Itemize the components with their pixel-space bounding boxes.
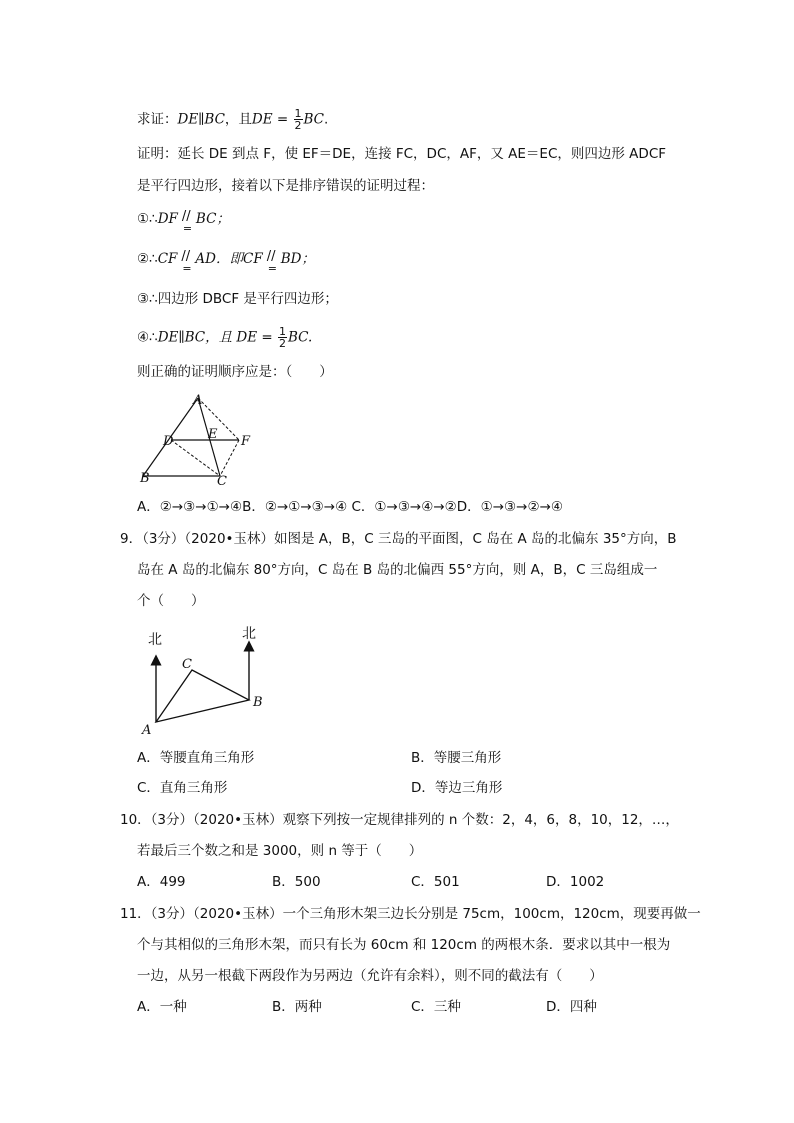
label-e: E: [208, 427, 218, 442]
north-label-1: 北: [148, 632, 162, 648]
fraction-numerator: 1: [294, 107, 302, 120]
label-f: F: [241, 434, 251, 449]
step-1: [137, 209, 230, 235]
half-fraction: [278, 326, 287, 349]
step-1-bc: BC；: [195, 211, 230, 227]
proof-line-2: 是平行四边形，接着以下是排序错误的证明过程：: [137, 178, 434, 194]
question-9-line-1: 9．（3分）（2020•玉林）如图是 A，B，C 三岛的平面图，C 岛在 A 岛的北偏东 35°方向，B: [120, 531, 677, 547]
parallel-equal-icon: // =: [181, 249, 192, 275]
prove-and: ，且: [224, 111, 252, 128]
period: .: [324, 111, 329, 128]
label-c: C: [182, 657, 192, 672]
parallel-equal-icon: // =: [266, 249, 277, 275]
eq-sign: =: [272, 111, 293, 128]
question-9-option-d: D．等边三角形: [411, 780, 503, 796]
label-a: A: [142, 723, 152, 738]
question-10-option-d: D．1002: [546, 874, 605, 890]
label-c: C: [217, 474, 227, 488]
question-11-line-3: 一边，从另一根截下两段作为另两边（允许有余料），则不同的截法有（ ）: [137, 968, 603, 984]
prove-statement: [137, 108, 328, 131]
step-4: [137, 326, 312, 349]
question-10-option-c: C．501: [411, 874, 460, 890]
question-8-options: A．②→③→①→④B．②→①→③→④ C．①→③→④→②D．①→③→②→④: [137, 499, 563, 515]
question-9-option-a: A．等腰直角三角形: [137, 750, 255, 766]
label-d: D: [163, 434, 174, 449]
question-10-option-b: B．500: [272, 874, 321, 890]
north-label-2: 北: [242, 626, 256, 642]
question-9-line-2: 岛在 A 岛的北偏东 80°方向，C 岛在 B 岛的北偏西 55°方向，则 A，B，C 三岛组成一: [137, 562, 658, 578]
step-3: ③∴四边形 DBCF 是平行四边形；: [137, 291, 338, 307]
islands-figure: [137, 620, 277, 740]
step-2-bd: BD；: [280, 251, 315, 267]
parallelogram-figure: [135, 388, 265, 488]
question-11-option-a: A．一种: [137, 999, 187, 1015]
question-11-option-b: B．两种: [272, 999, 322, 1015]
step-2-cf: CF: [157, 251, 178, 267]
question-11-option-d: D．四种: [546, 999, 597, 1015]
question-10-line-2: 若最后三个数之和是 3000，则 n 等于（ ）: [137, 843, 423, 859]
label-b: B: [253, 695, 263, 710]
label-a: A: [193, 393, 203, 408]
question-11-option-c: C．三种: [411, 999, 461, 1015]
step-4-number: ④∴: [137, 329, 158, 346]
question-10-option-a: A．499: [137, 874, 186, 890]
step-1-number: ①∴: [137, 211, 158, 227]
parallel-equal-icon: // =: [181, 209, 193, 235]
eq-sign: =: [257, 329, 277, 346]
question-9-option-c: C．直角三角形: [137, 780, 228, 796]
fraction-numerator: 1: [279, 325, 286, 338]
step-2-number: ②∴: [137, 251, 158, 267]
proof-line-1: 证明：延长 DE 到点 F，使 EF＝DE，连接 FC，DC，AF，又 AE＝EC，则四边形 ADCF: [137, 146, 667, 162]
prove-parallel: DE∥BC: [177, 111, 225, 128]
step-4-bc: BC.: [288, 329, 313, 346]
question-9-option-b: B．等腰三角形: [411, 750, 502, 766]
fraction-denominator: 2: [279, 337, 286, 350]
label-b: B: [140, 471, 150, 486]
prove-bc: BC: [303, 111, 325, 128]
step-2-ad: AD．即: [195, 251, 243, 267]
half-fraction: [294, 108, 303, 131]
question-11-line-1: 11．（3分）（2020•玉林）一个三角形木架三边长分别是 75cm，100cm，120cm，现要再做一: [120, 906, 701, 922]
step-4-text: DE∥BC，且 DE: [157, 329, 258, 346]
prove-prefix: 求证：: [137, 111, 178, 128]
step-2: [137, 249, 315, 275]
fraction-denominator: 2: [294, 119, 302, 132]
question-9-line-3: 个（ ）: [137, 593, 205, 609]
prove-de: DE: [251, 111, 273, 128]
question-10-line-1: 10．（3分）（2020•玉林）观察下列按一定规律排列的 n 个数：2，4，6，8，10，12，…，: [120, 812, 679, 828]
question-11-line-2: 个与其相似的三角形木架，而只有长为 60cm 和 120cm 的两根木条．要求以其中一根为: [137, 937, 671, 953]
step-2-cf2: CF: [242, 251, 263, 267]
step-1-df: DF: [157, 211, 178, 227]
question-8-prompt: 则正确的证明顺序应是：（ ）: [137, 364, 333, 380]
